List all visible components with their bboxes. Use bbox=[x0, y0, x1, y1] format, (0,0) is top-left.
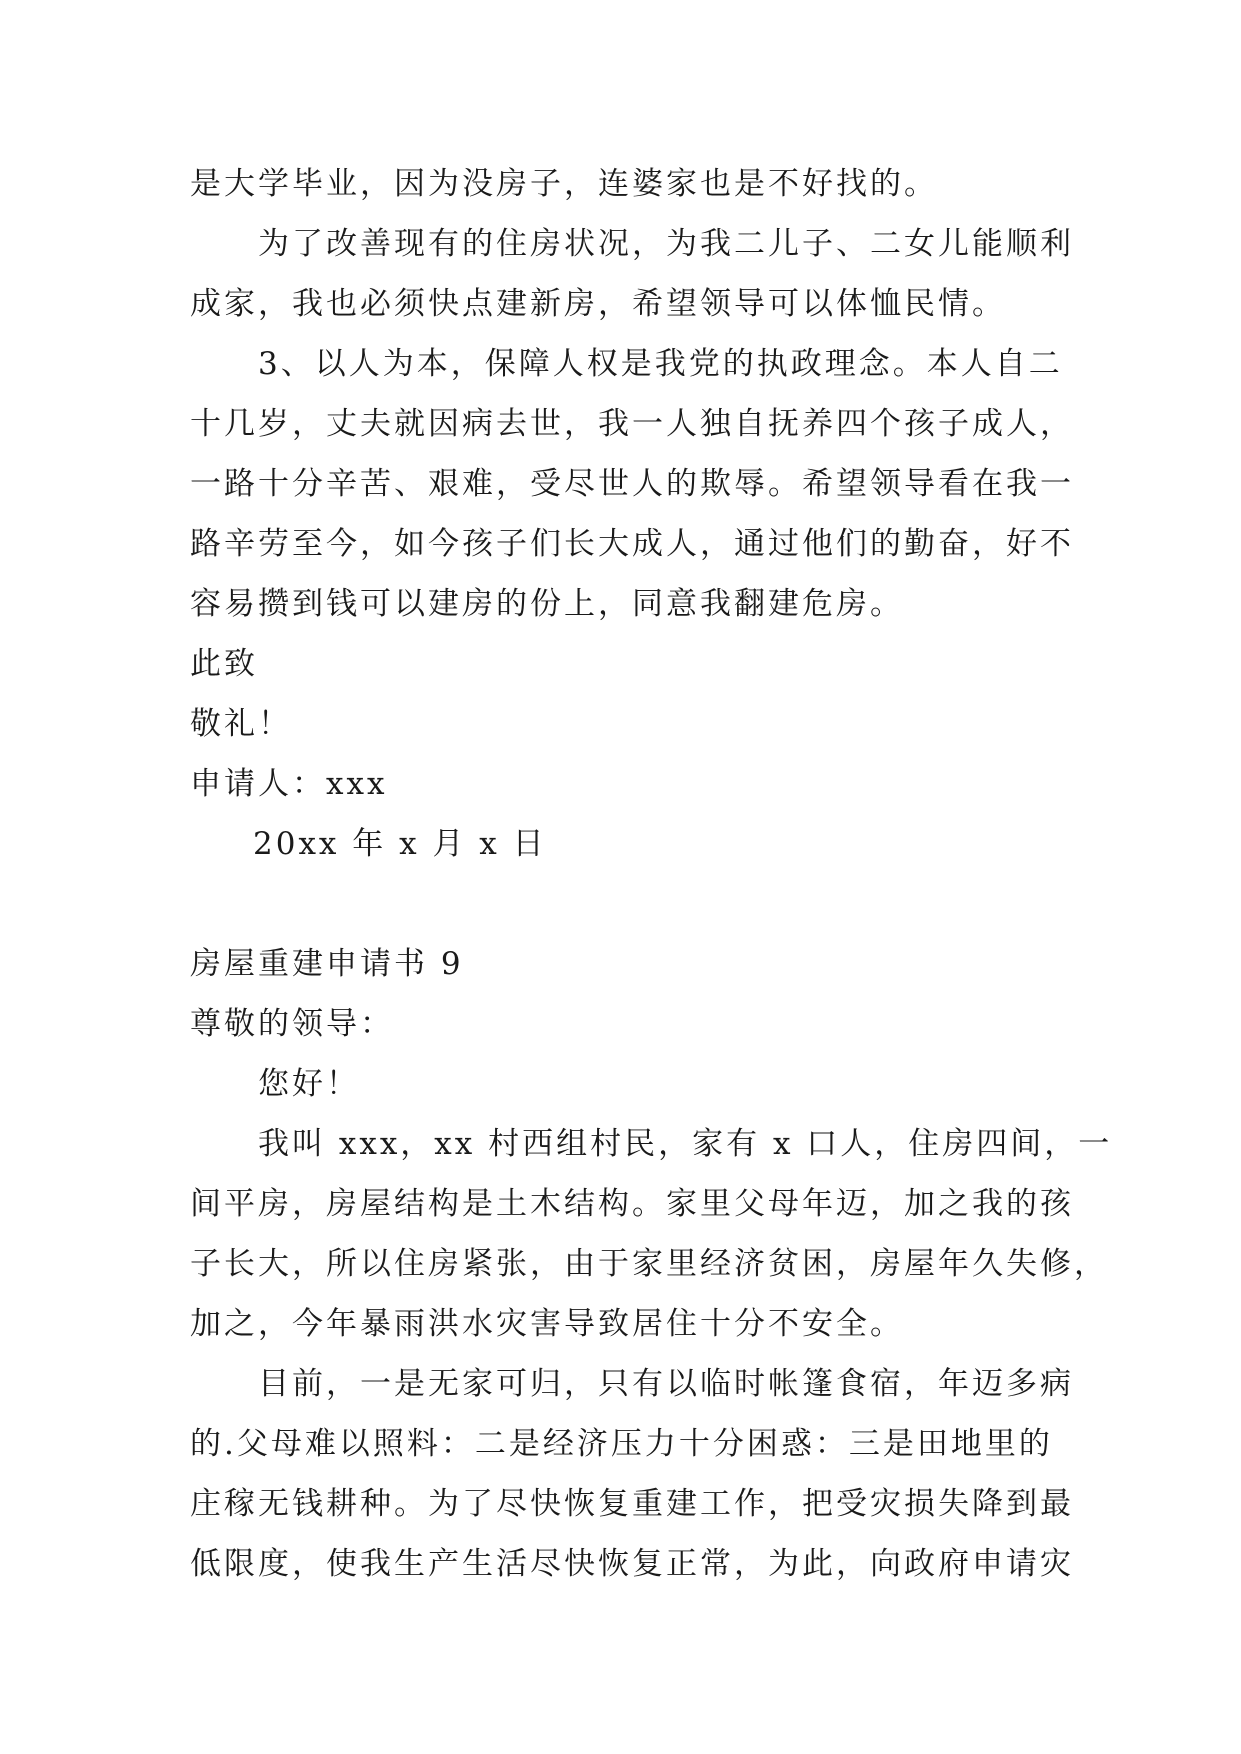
date-line: 20xx 年 x 月 x 日 bbox=[253, 826, 547, 862]
body-line: 为了改善现有的住房状况，为我二儿子、二女儿能顺利 bbox=[258, 226, 1074, 262]
body-line: 的.父母难以照料：二是经济压力十分困惑：三是田地里的 bbox=[190, 1426, 1053, 1462]
section-title: 房屋重建申请书 9 bbox=[190, 946, 464, 982]
body-line: 子长大，所以住房紧张，由于家里经济贫困，房屋年久失修， bbox=[190, 1246, 1108, 1282]
body-line: 十几岁，丈夫就因病去世，我一人独自抚养四个孩子成人， bbox=[190, 406, 1074, 442]
body-line: 目前，一是无家可归，只有以临时帐篷食宿，年迈多病 bbox=[258, 1366, 1074, 1402]
body-line: 成家，我也必须快点建新房，希望领导可以体恤民情。 bbox=[190, 286, 1006, 322]
body-line: 容易攒到钱可以建房的份上，同意我翻建危房。 bbox=[190, 586, 904, 622]
applicant-line: 申请人：xxx bbox=[190, 766, 388, 802]
salutation-line: 敬礼！ bbox=[190, 706, 292, 742]
body-line: 3、以人为本，保障人权是我党的执政理念。本人自二 bbox=[258, 346, 1063, 382]
closing-line: 此致 bbox=[190, 646, 258, 682]
body-line: 加之，今年暴雨洪水灾害导致居住十分不安全。 bbox=[190, 1306, 904, 1342]
body-line: 低限度，使我生产生活尽快恢复正常，为此，向政府申请灾 bbox=[190, 1546, 1074, 1582]
body-line: 路辛劳至今，如今孩子们长大成人，通过他们的勤奋，好不 bbox=[190, 526, 1074, 562]
body-line: 是大学毕业，因为没房子，连婆家也是不好找的。 bbox=[190, 166, 938, 202]
greeting-line: 尊敬的领导： bbox=[190, 1006, 394, 1042]
greeting-line: 您好！ bbox=[258, 1066, 360, 1102]
body-line: 一路十分辛苦、艰难，受尽世人的欺辱。希望领导看在我一 bbox=[190, 466, 1074, 502]
body-line: 我叫 xxx，xx 村西组村民，家有 x 口人，住房四间，一 bbox=[258, 1126, 1113, 1162]
body-line: 庄稼无钱耕种。为了尽快恢复重建工作，把受灾损失降到最 bbox=[190, 1486, 1074, 1522]
body-line: 间平房，房屋结构是土木结构。家里父母年迈，加之我的孩 bbox=[190, 1186, 1074, 1222]
